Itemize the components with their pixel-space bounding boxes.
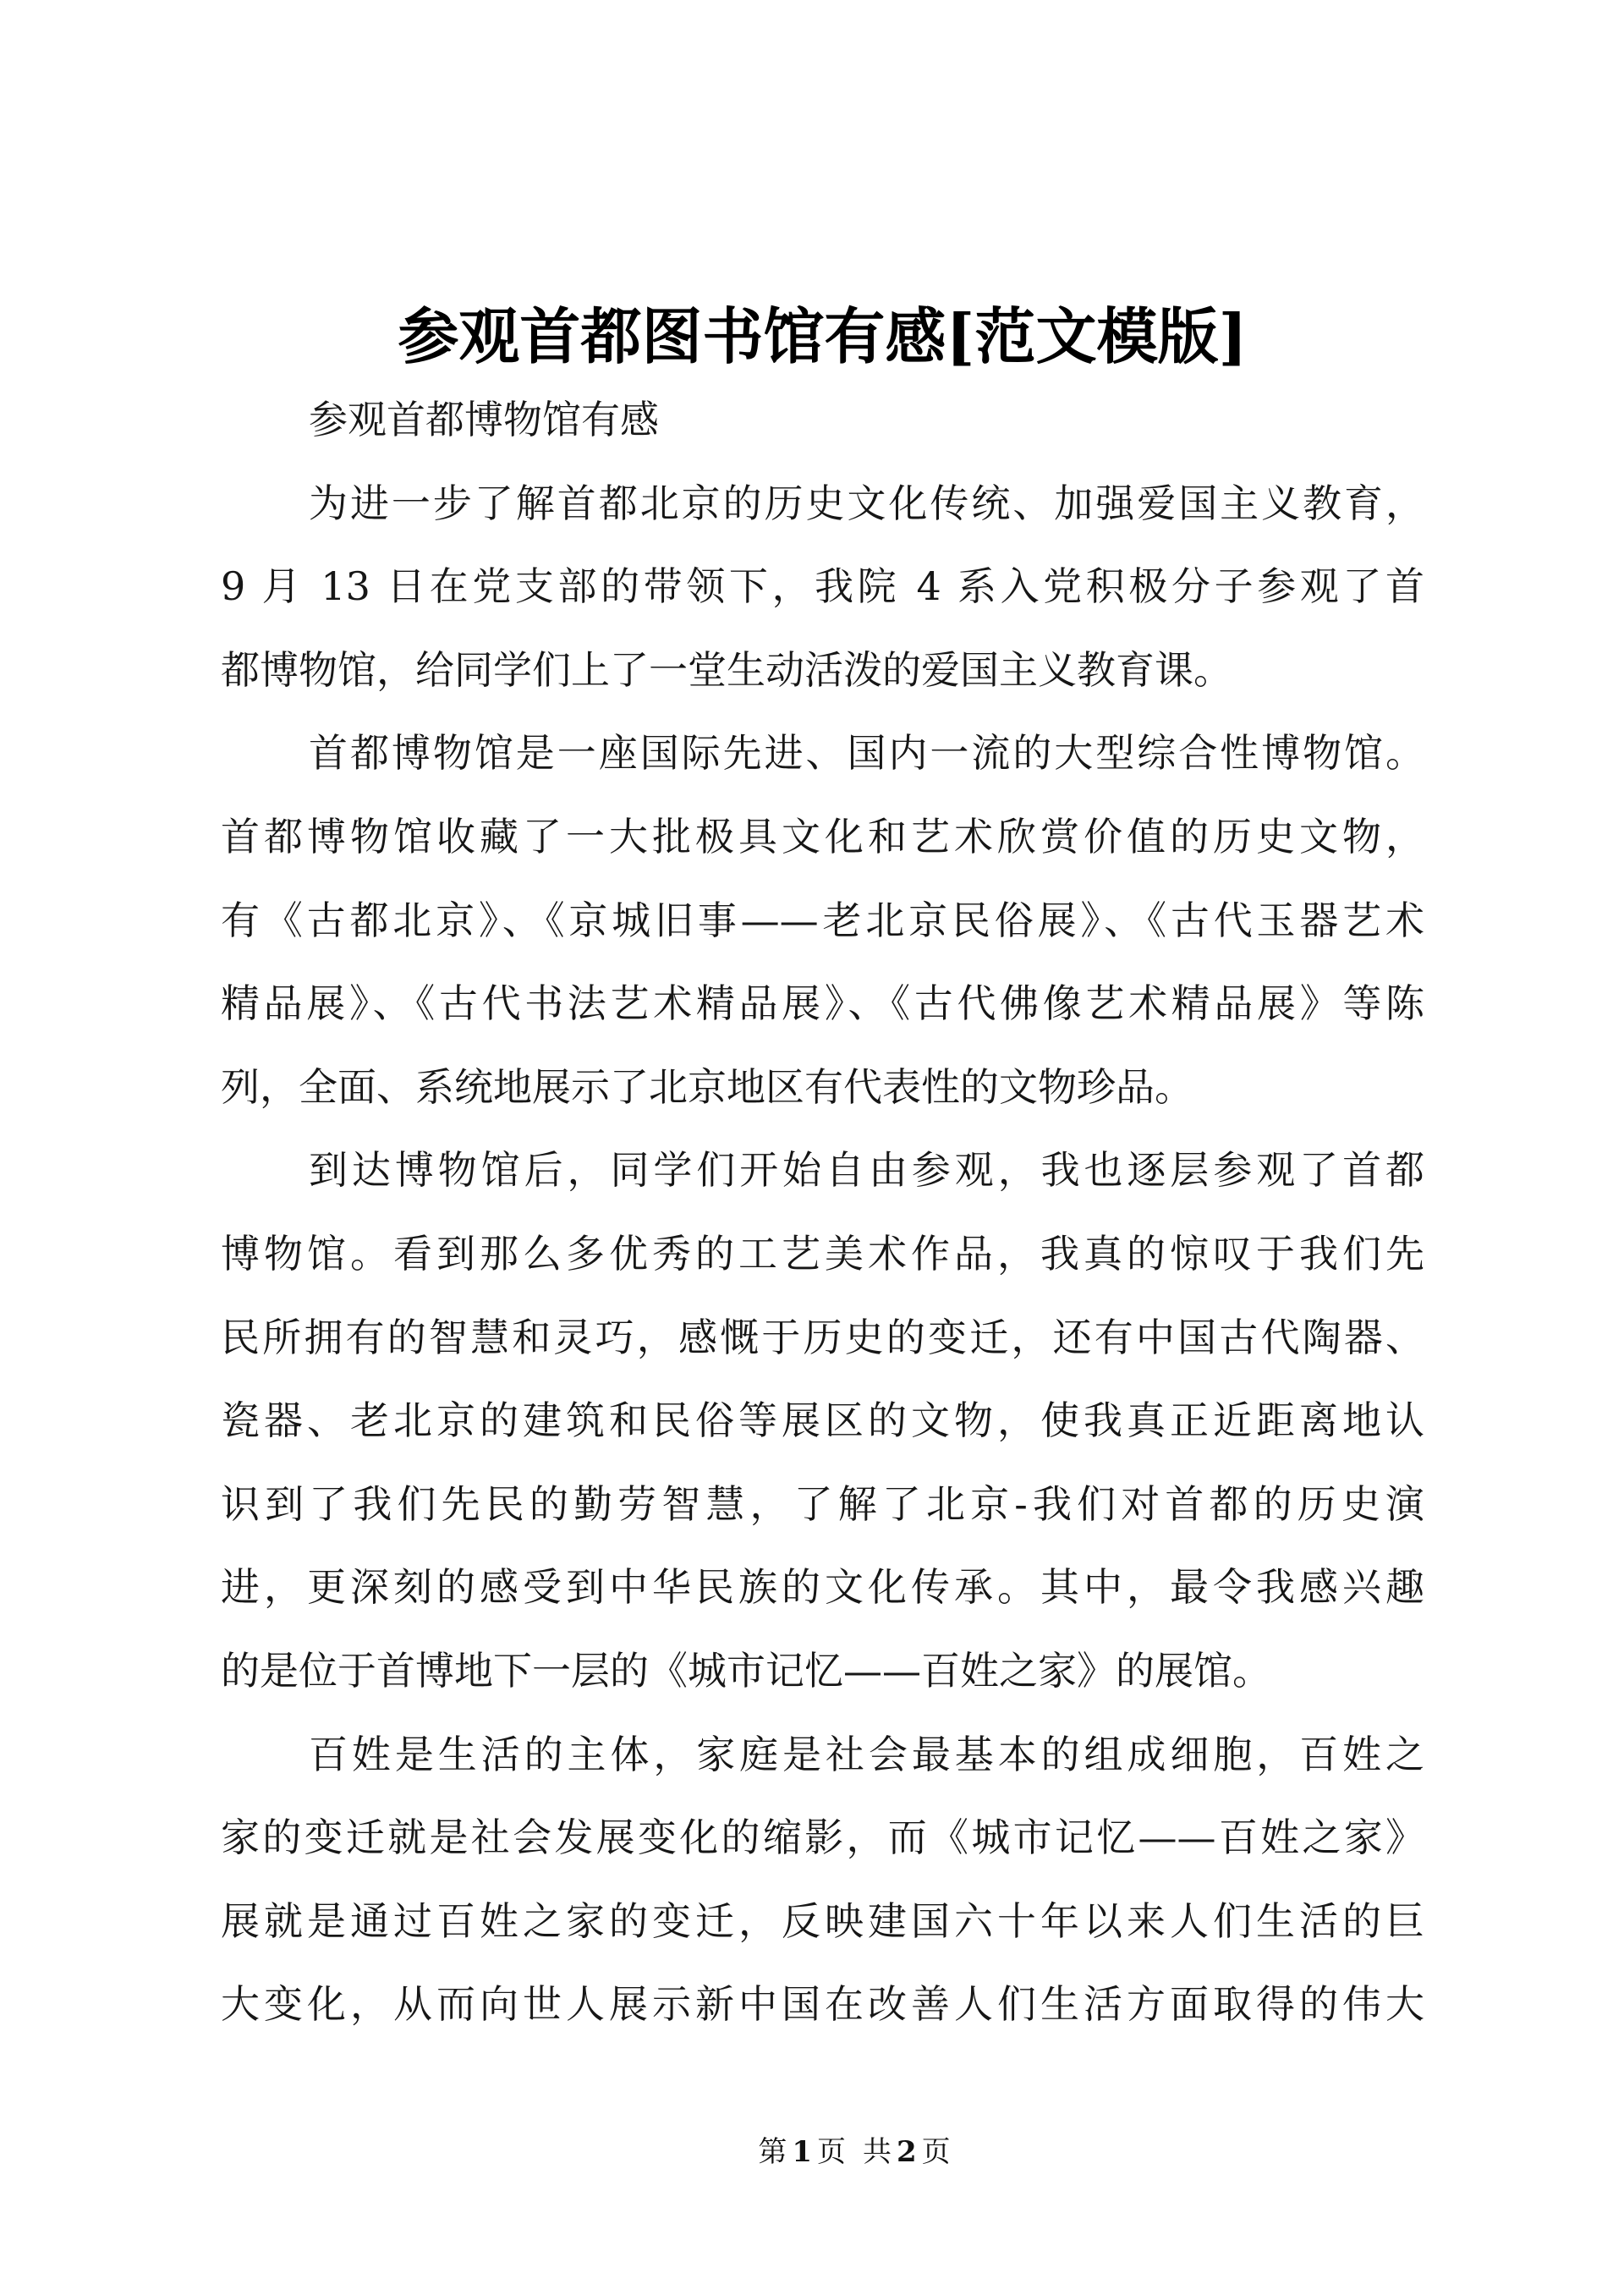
- page-prefix: 第: [758, 2135, 787, 2169]
- body-line: 百姓是生活的主体，家庭是社会最基本的组成细胞，百姓之: [309, 1731, 1424, 1777]
- total-pages: 2: [897, 2135, 917, 2169]
- paragraph: [221, 462, 1424, 712]
- body-line: 到达博物馆后，同学们开始自由参观，我也逐层参观了首都: [309, 1147, 1424, 1194]
- page-number: 1: [792, 2135, 812, 2169]
- total-prefix: 共: [863, 2135, 892, 2169]
- body-line: 展就是通过百姓之家的变迁，反映建国六十年以来人们生活的巨: [221, 1897, 1424, 1944]
- body-line: 为进一步了解首都北京的历史文化传统、加强爱国主义教育，: [309, 480, 1424, 526]
- body-line: 进，更深刻的感受到中华民族的文化传承。其中，最令我感兴趣: [221, 1564, 1424, 1611]
- paragraph: [221, 1713, 1424, 2046]
- body-line: 家的变迁就是社会发展变化的缩影，而《城市记忆——百姓之家》: [221, 1815, 1424, 1861]
- document-title: 参观首都图书馆有感[范文模版]: [398, 300, 1248, 372]
- body-line: 瓷器、老北京的建筑和民俗等展区的文物，使我真正近距离地认: [221, 1397, 1424, 1444]
- body-line: 9 月 13 日在党支部的带领下，我院 4 系入党积极分子参观了首: [221, 563, 1424, 610]
- body-line: 有《古都北京》、《京城旧事——老北京民俗展》、《古代玉器艺术: [221, 897, 1424, 943]
- body-line: 首都博物馆收藏了一大批极具文化和艺术欣赏价值的历史文物，: [221, 813, 1424, 859]
- body-line: 精品展》、《古代书法艺术精品展》、《古代佛像艺术精品展》等陈: [221, 980, 1424, 1027]
- total-suffix: 页: [921, 2135, 951, 2169]
- paragraph: [221, 711, 1424, 1128]
- body-line: 博物馆。看到那么多优秀的工艺美术作品，我真的惊叹于我们先: [221, 1230, 1424, 1277]
- paragraph: [221, 1128, 1424, 1712]
- document-body: [221, 378, 1424, 2046]
- body-line: 的是位于首博地下一层的《城市记忆——百姓之家》的展馆。: [221, 1647, 1271, 1694]
- body-line: 民所拥有的智慧和灵巧，感慨于历史的变迁，还有中国古代陶器、: [221, 1314, 1424, 1360]
- body-line: 识到了我们先民的勤劳智慧，了解了北京-我们对首都的历史演: [221, 1480, 1424, 1527]
- body-line: 列，全面、系统地展示了北京地区有代表性的文物珍品。: [221, 1063, 1193, 1110]
- page-suffix: 页: [817, 2135, 846, 2169]
- body-line: 都博物馆，给同学们上了一堂生动活泼的爱国主义教育课。: [221, 646, 1232, 693]
- body-line: 首都博物馆是一座国际先进、国内一流的大型综合性博物馆。: [309, 730, 1424, 777]
- page-footer: [727, 2131, 981, 2173]
- document-subtitle: 参观首都博物馆有感: [309, 397, 659, 442]
- body-line: 大变化，从而向世人展示新中国在改善人们生活方面取得的伟大: [221, 1981, 1424, 2028]
